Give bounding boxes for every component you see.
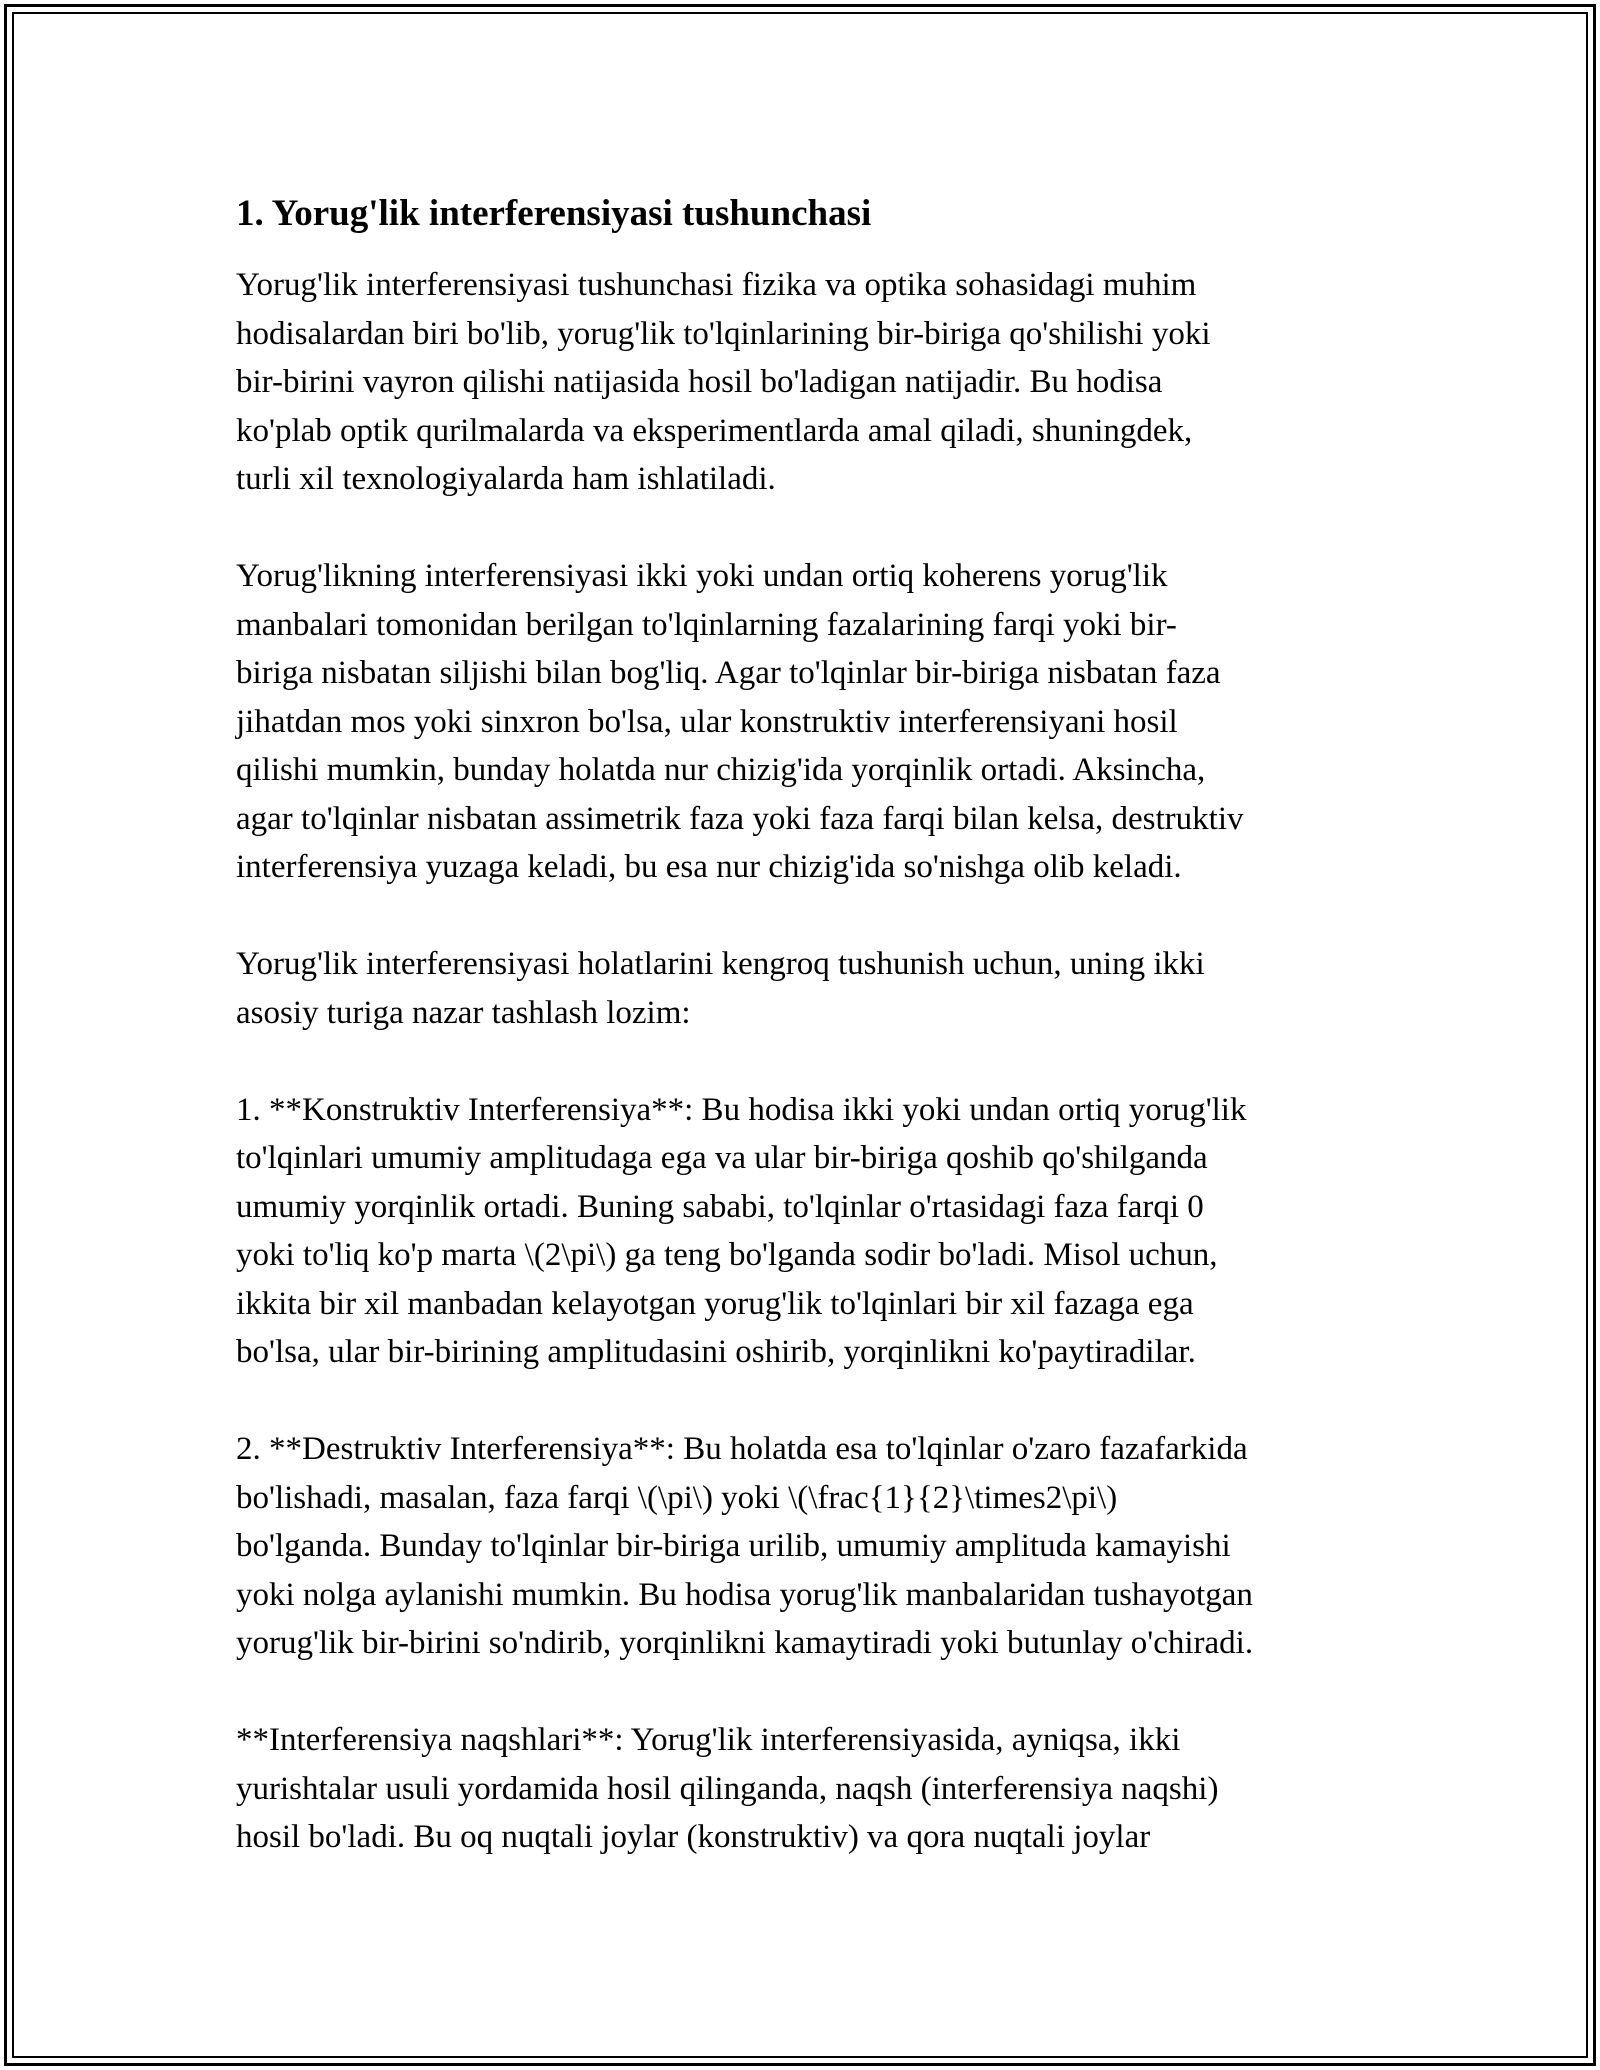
text-line: bo'lsa, ular bir-birining amplitudasini oshirib, yorqinlikni ko'paytiradilar.	[236, 1334, 1196, 1370]
text-line: 2. **Destruktiv Interferensiya**: Bu holatda esa to'lqinlar o'zaro fazafarkida	[236, 1431, 1248, 1467]
text-line: Yorug'lik interferensiyasi tushunchasi fizika va optika sohasidagi muhim	[236, 267, 1197, 303]
text-line: biriga nisbatan siljishi bilan bog'liq. Agar to'lqinlar bir-biriga nisbatan faza	[236, 655, 1221, 691]
text-line: to'lqinlari umumiy amplitudaga ega va ular bir-biriga qoshib qo'shilganda	[236, 1140, 1208, 1176]
text-line: umumiy yorqinlik ortadi. Buning sababi, to'lqinlar o'rtasidagi faza farqi 0	[236, 1188, 1204, 1225]
paragraph-patterns	[236, 1716, 1376, 1862]
text-line: turli xil texnologiyalarda ham ishlatiladi.	[236, 461, 776, 497]
text-line: yorug'lik bir-birini so'ndirib, yorqinlikni kamaytiradi yoki butunlay o'chiradi.	[236, 1625, 1254, 1661]
text-line: hosil bo'ladi. Bu oq nuqtali joylar (konstruktiv) va qora nuqtali joylar	[236, 1819, 1151, 1855]
paragraph-coherence	[236, 552, 1376, 892]
text-line: bir-birini vayron qilishi natijasida hosil bo'ladigan natijadir. Bu hodisa	[236, 364, 1163, 400]
text-line: agar to'lqinlar nisbatan assimetrik faza yoki faza farqi bilan kelsa, destruktiv	[236, 800, 1244, 837]
text-line: yurishtalar usuli yordamida hosil qilinganda, naqsh (interferensiya naqshi)	[236, 1770, 1219, 1807]
text-line: 1. **Konstruktiv Interferensiya**: Bu hodisa ikki yoki undan ortiq yorug'lik	[236, 1091, 1247, 1128]
section-heading: 1. Yorug'lik interferensiyasi tushunchasi	[236, 193, 872, 234]
text-line: bo'lganda. Bunday to'lqinlar bir-biriga urilib, umumiy amplituda kamayishi	[236, 1528, 1231, 1564]
text-line: manbalari tomonidan berilgan to'lqinlarning fazalarining farqi yoki bir-	[236, 606, 1177, 643]
text-line: Yorug'likning interferensiyasi ikki yoki undan ortiq koherens yorug'lik	[236, 558, 1168, 594]
paragraph-constructive	[236, 1086, 1376, 1377]
text-line: bo'lishadi, masalan, faza farqi \(\pi\) yoki \(\frac{1}{2}\times2\pi\)	[236, 1479, 1118, 1516]
text-line: yoki to'liq ko'p marta \(2\pi\) ga teng bo'lganda sodir bo'ladi. Misol uchun,	[236, 1237, 1218, 1273]
text-line: asosiy turiga nazar tashlash lozim:	[236, 994, 691, 1031]
paragraph-intro	[236, 261, 1376, 504]
text-line: interferensiya yuzaga keladi, bu esa nur chizig'ida so'nishga olib keladi.	[236, 849, 1182, 885]
text-line: ikkita bir xil manbadan kelayotgan yorug'lik to'lqinlari bir xil fazaga ega	[236, 1285, 1194, 1322]
document-body	[236, 186, 1376, 1910]
text-line: Yorug'lik interferensiyasi holatlarini kengroq tushunish uchun, uning ikki	[236, 946, 1205, 982]
text-line: **Interferensiya naqshlari**: Yorug'lik interferensiyasida, ayniqsa, ikki	[236, 1722, 1181, 1758]
text-line: ko'plab optik qurilmalarda va eksperimentlarda amal qiladi, shuningdek,	[236, 412, 1193, 449]
text-line: yoki nolga aylanishi mumkin. Bu hodisa yorug'lik manbalaridan tushayotgan	[236, 1576, 1253, 1613]
paragraph-types-intro	[236, 940, 1376, 1037]
text-line: hodisalardan biri bo'lib, yorug'lik to'lqinlarining bir-biriga qo'shilishi yoki	[236, 315, 1211, 352]
text-line: jihatdan mos yoki sinxron bo'lsa, ular konstruktiv interferensiyani hosil	[236, 703, 1178, 740]
paragraph-destructive	[236, 1425, 1376, 1668]
text-line: qilishi mumkin, bunday holatda nur chizig'ida yorqinlik ortadi. Aksincha,	[236, 752, 1206, 788]
